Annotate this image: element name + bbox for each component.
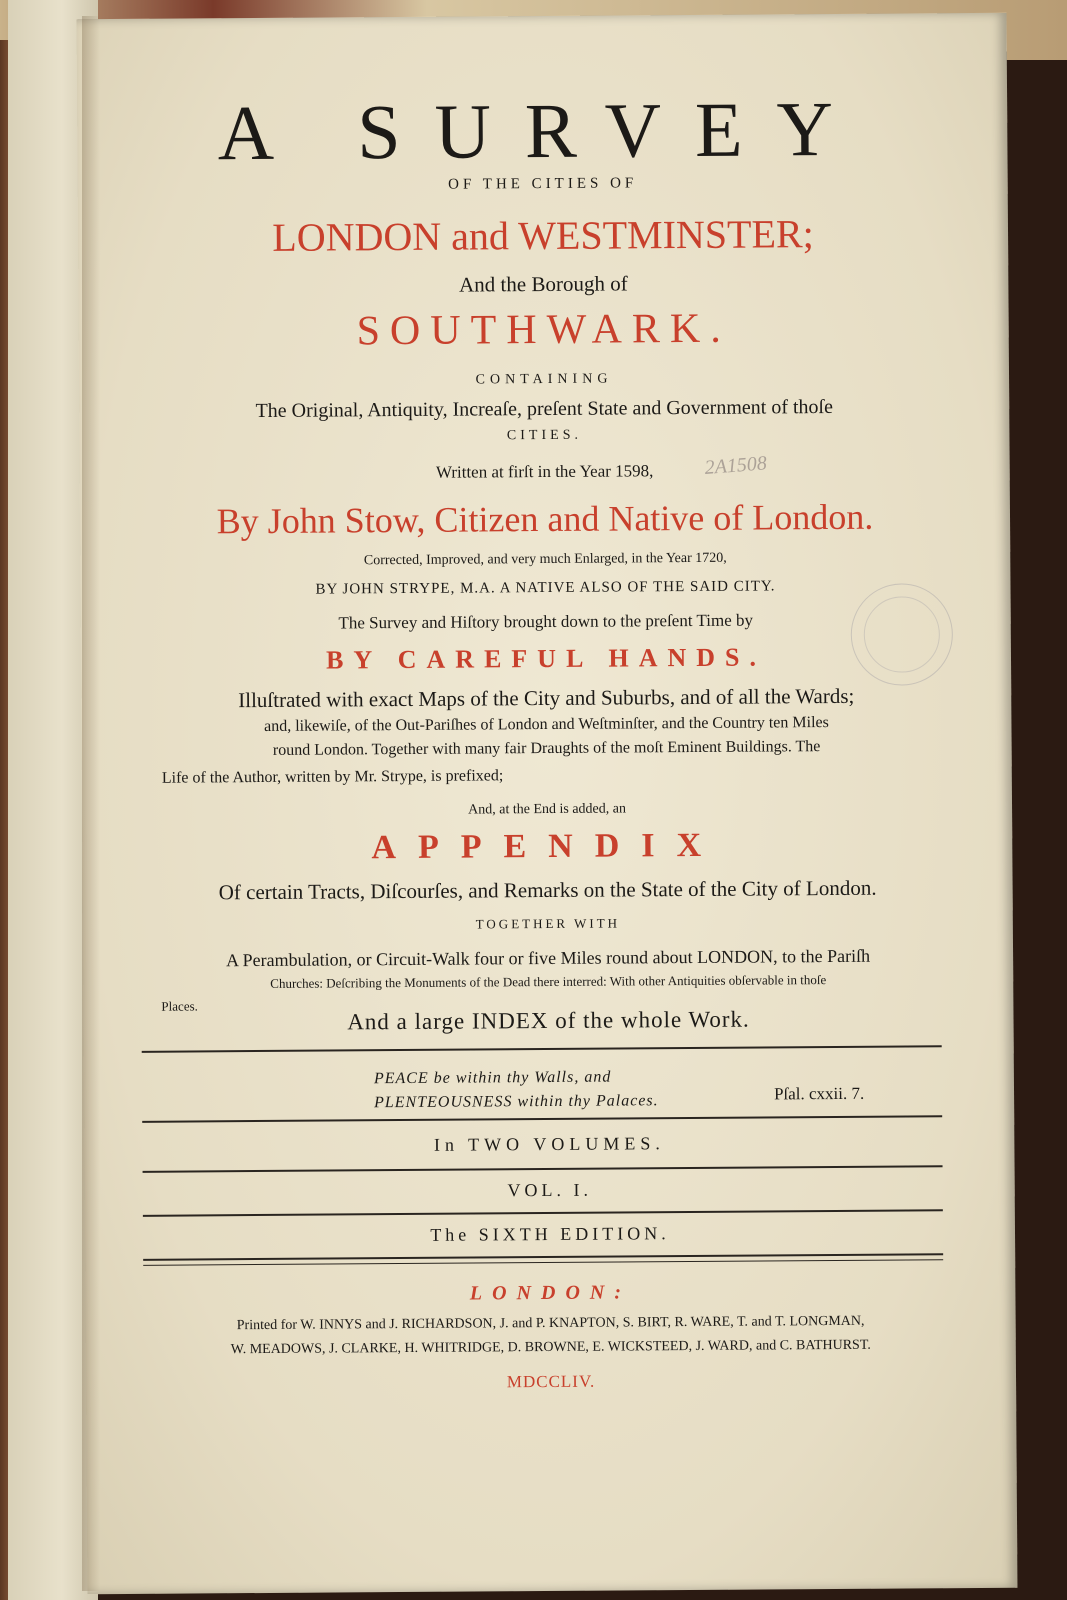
southwark: SOUTHWARK. xyxy=(356,305,731,355)
rule-4 xyxy=(143,1209,943,1217)
rule-6 xyxy=(143,1259,943,1266)
subtitle-cities: OF THE CITIES OF xyxy=(448,175,638,193)
imprint-line-2: W. MEADOWS, J. CLARKE, H. WHITRIDGE, D. BROWNE, E. WICKSTEED, J. WARD, and C. BATHURST. xyxy=(230,1337,871,1358)
outparishes-line: and, likewiſe, of the Out-Pariſhes of London and Weſtminſter, and the Country ten Miles xyxy=(264,714,829,735)
london-westminster: LONDON and WESTMINSTER; xyxy=(272,211,814,260)
borough-line: And the Borough of xyxy=(458,271,628,297)
round-london-line: round London. Together with many fair Draughts of the moſt Eminent Buildings. The xyxy=(272,738,821,759)
library-stamp xyxy=(850,583,953,686)
imprint-line-1: Printed for W. INNYS and J. RICHARDSON, J. and P. KNAPTON, S. BIRT, R. WARE, T. and T. LONGMAN, xyxy=(236,1313,865,1334)
rule-1 xyxy=(142,1045,942,1053)
original-line: The Original, Antiquity, Increaſe, preſent State and Government of thoſe xyxy=(255,395,834,423)
motto-line-2: PLENTEOUSNESS within thy Palaces. xyxy=(374,1092,659,1112)
life-line: Life of the Author, written by Mr. Strype, is prefixed; xyxy=(161,767,504,787)
volumes-line: In TWO VOLUMES. xyxy=(433,1133,665,1155)
title-page xyxy=(77,13,1018,1594)
survey-line: The Survey and Hiſtory brought down to the preſent Time by xyxy=(338,610,754,633)
imprint-date: MDCCLIV. xyxy=(506,1371,596,1392)
imprint-place: LONDON: xyxy=(469,1281,632,1305)
together-with: TOGETHER WITH xyxy=(475,915,621,932)
edition-line: The SIXTH EDITION. xyxy=(430,1223,670,1245)
vol-line: VOL. I. xyxy=(507,1179,593,1201)
rule-3 xyxy=(143,1165,943,1173)
containing: CONTAINING xyxy=(475,371,613,388)
main-title: A SURVEY xyxy=(217,84,868,177)
appendix: APPENDIX xyxy=(371,826,724,867)
written-line: Written at firſt in the Year 1598, xyxy=(435,461,654,482)
motto-reference: Pſal. cxxii. 7. xyxy=(773,1083,865,1104)
page-gutter-shadow xyxy=(82,16,100,1591)
tracts-line: Of certain Tracts, Diſcourſes, and Remarks on the State of the City of London. xyxy=(218,875,877,905)
churches-line: Churches: Deſcribing the Monuments of the Dead there interred: With other Antiquities obſervable in thoſe xyxy=(270,972,827,991)
end-added-line: And, at the End is added, an xyxy=(468,801,627,818)
corrected-line: Corrected, Improved, and very much Enlarged, in the Year 1720, xyxy=(363,550,727,569)
careful-hands: BY CAREFUL HANDS. xyxy=(325,642,767,675)
cities-line: CITIES. xyxy=(506,427,583,444)
pencil-annotation: 2A1508 xyxy=(703,452,768,480)
strype-line: BY JOHN STRYPE, M.A. A NATIVE ALSO OF THE SAID CITY. xyxy=(315,578,776,598)
places-line: Places. xyxy=(161,998,198,1014)
illustrated-line: Illuſtrated with exact Maps of the City and Suburbs, and of all the Wards; xyxy=(238,683,855,713)
stow-line: By John Stow, Citizen and Native of London. xyxy=(216,496,874,542)
index-line: And a large INDEX of the whole Work. xyxy=(347,1006,750,1035)
rule-2 xyxy=(142,1115,942,1123)
perambulation-line: A Perambulation, or Circuit-Walk four or five Miles round about LONDON, to the Pariſh xyxy=(226,945,871,971)
motto-line-1: PEACE be within thy Walls, and xyxy=(373,1068,612,1088)
